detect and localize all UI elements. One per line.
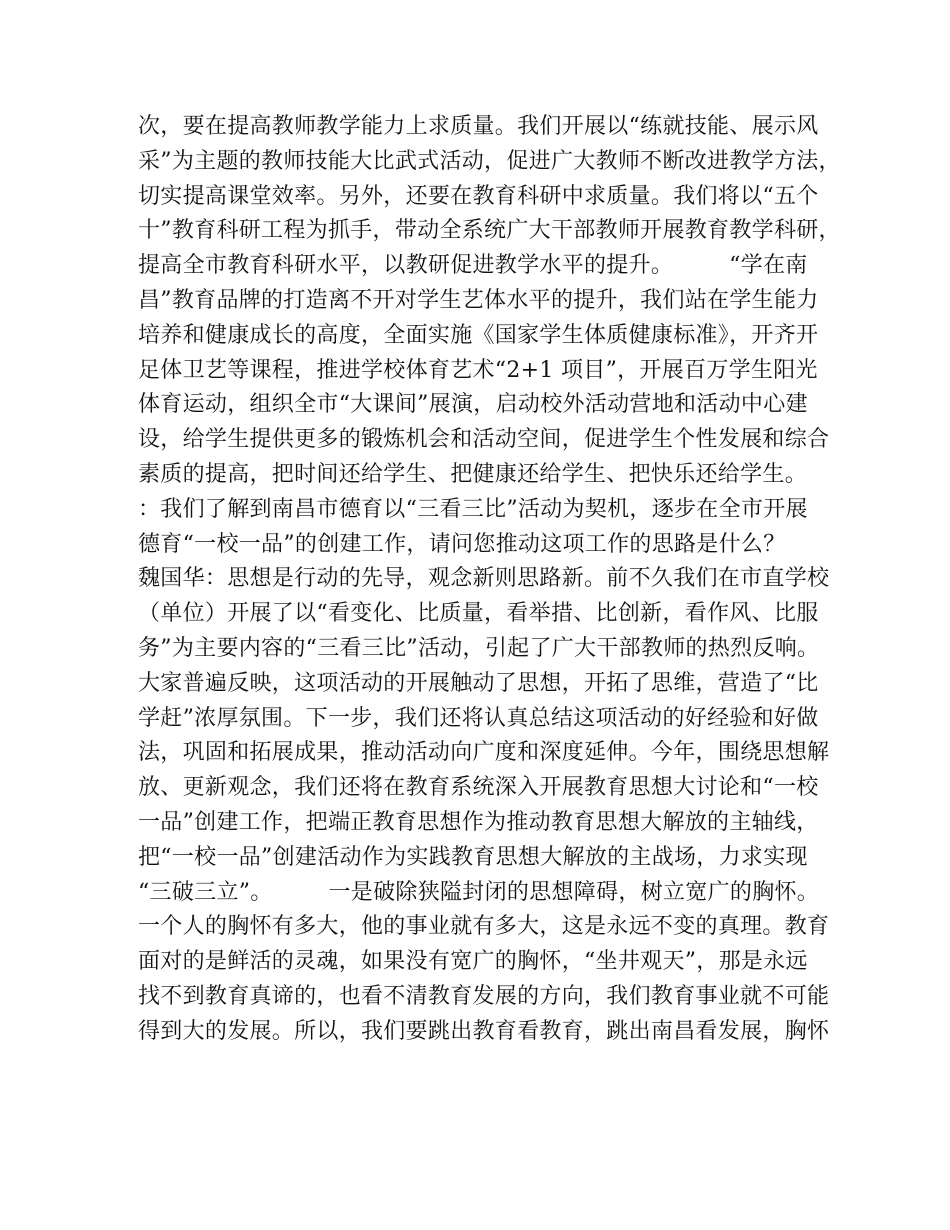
text-line-16: 务”为主要内容的“三看三比”活动，引起了广大干部教师的热烈反响。 [138,635,820,661]
text-line-9: 体育运动，组织全市“大课间”展演，启动校外活动营地和活动中心建 [138,392,808,418]
text-line-18: 学赶”浓厚氛围。下一步，我们还将认真总结这项活动的好经验和好做 [138,705,819,731]
text-line-23: “三破三立”。 一是破除狭隘封闭的思想障碍，树立宽广的胸怀。 [138,879,820,905]
text-line-17: 大家普遍反映，这项活动的开展触动了思想，开拓了思维，营造了“比 [138,670,819,696]
text-line-11: 素质的提高，把时间还给学生、把健康还给学生、把快乐还给学生。 [138,461,808,487]
text-line-7: 培养和健康成长的高度，全面实施《国家学生体质健康标准》，开齐开 [138,322,819,348]
text-line-21: 一品”创建工作，把端正教育思想作为推动教育思想大解放的主轴线， [138,809,819,835]
text-line-1: 次，要在提高教师教学能力上求质量。我们开展以“练就技能、展示风 [138,114,819,139]
text-line-25: 面对的是鲜活的灵魂，如果没有宽广的胸怀，“坐井观天”，那是永远 [138,949,808,975]
text-line-22: 把“一校一品”创建活动作为实践教育思想大解放的主战场，力求实现 [138,844,808,870]
text-line-27: 得到大的发展。所以，我们要跳出教育看教育，跳出南昌看发展，胸怀 [138,1018,830,1044]
text-line-2: 采”为主题的教师技能大比武式活动，促进广大教师不断改进教学方法， [138,148,841,174]
text-line-26: 找不到教育真谛的，也看不清教育发展的方向，我们教育事业就不可能 [138,983,830,1009]
text-line-12: ：我们了解到南昌市德育以“三看三比”活动为契机，逐步在全市开展 [138,496,808,522]
text-line-10: 设，给学生提供更多的锻炼机会和活动空间，促进学生个性发展和综合 [138,427,830,453]
text-line-15: （单位）开展了以“看变化、比质量，看举措、比创新，看作风、比服 [138,601,819,627]
text-line-19: 法，巩固和拓展成果，推动活动向广度和深度延伸。今年，围绕思想解 [138,740,830,766]
text-line-6: 昌”教育品牌的打造离不开对学生艺体水平的提升，我们站在学生能力 [138,287,819,313]
text-line-8: 足体卫艺等课程，推进学校体育艺术“2+1 项目”，开展百万学生阳光 [138,357,818,383]
text-line-3: 切实提高课堂效率。另外，还要在教育科研中求质量。我们将以“五个 [138,183,819,209]
text-line-20: 放、更新观念，我们还将在教育系统深入开展教育思想大讨论和“一校 [138,775,819,801]
text-line-24: 一个人的胸怀有多大，他的事业就有多大，这是永远不变的真理。教育 [138,914,830,940]
text-line-4: 十”教育科研工程为抓手，带动全系统广大干部教师开展教育教学科研， [138,218,841,244]
text-line-13: 德育“一校一品”的创建工作，请问您推动这项工作的思路是什么？ [138,531,786,557]
body-text [138,110,841,1050]
text-line-14: 魏国华：思想是行动的先导，观念新则思路新。前不久我们在市直学校 [138,566,830,592]
text-line-5: 提高全市教育科研水平，以教研促进教学水平的提升。 “学在南 [138,253,808,279]
